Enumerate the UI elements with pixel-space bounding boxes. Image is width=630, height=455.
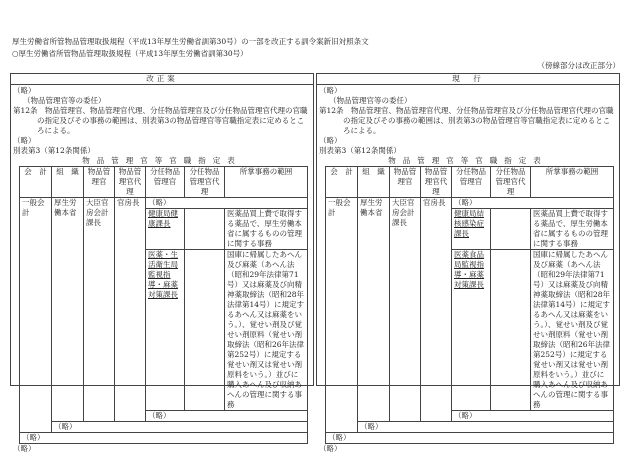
article-12: 第12条 物品管理官、物品管理官代理、分任物品管理官及び分任物品管理官代理の官職の指定及びその事務の範囲は、別表第3の物品管理官等官職指定表に定めるところによる。 bbox=[319, 106, 614, 135]
col-header: 分任物品管理官 bbox=[452, 167, 491, 198]
document-subtitle: ○厚生労働省所管物品管理取扱規程（平成13年厚生労働省訓第30号） bbox=[12, 49, 248, 58]
table-row bbox=[20, 422, 308, 433]
omitted: （略） bbox=[13, 136, 36, 145]
omitted: （略） bbox=[146, 411, 308, 422]
sub-officer-cell: 医薬・生活衛生局監視指導・麻薬対策課長 bbox=[146, 250, 185, 411]
deputy-cell: 官房長 bbox=[421, 198, 452, 422]
col-header: 会 計 bbox=[20, 167, 52, 198]
omitted: （略） bbox=[452, 411, 614, 422]
underline-note: （傍線部分は改正部分） bbox=[537, 61, 620, 70]
col-header: 所掌事務の範囲 bbox=[531, 167, 614, 198]
omitted: （略） bbox=[358, 422, 614, 433]
table-row bbox=[20, 433, 308, 444]
panel-header: 改正案 bbox=[11, 74, 313, 85]
col-header: 物品管理官代理 bbox=[421, 167, 452, 198]
account-cell: 一般会計 bbox=[20, 198, 52, 433]
omitted: （略） bbox=[452, 198, 614, 209]
col-header: 会 計 bbox=[326, 167, 358, 198]
sub-officer-cell: 健康局健康課長 bbox=[146, 209, 185, 250]
col-header: 物品管理官 bbox=[390, 167, 421, 198]
col-header: 組 織 bbox=[52, 167, 84, 198]
omitted: （略） bbox=[319, 136, 342, 145]
scope-cell: 医薬品買上費で取得する薬品で、厚生労働本省に属するものの管理に関する事務 bbox=[531, 209, 614, 250]
designation-table bbox=[19, 166, 308, 444]
article-heading: （物品管理官等の委任） bbox=[23, 96, 106, 105]
col-header: 組 織 bbox=[358, 167, 390, 198]
scope-cell: 国庫に帰属したあへん及び麻薬（あへん法（昭和29年法律第71号）又は麻薬及び向精神薬取締法（昭和28年法律第14号）に規定するあへん又は麻薬をいう。）、覚せい剤及び覚せい剤原料（覚せい剤取締法（昭和26年法律第252号）に規定する覚せい剤又は覚せい剤原料をいう。）並びに購入あへん及び収納あへんの管理に関する事務 bbox=[531, 250, 614, 411]
col-header: 分任物品管理官 bbox=[146, 167, 185, 198]
table-header-row bbox=[326, 167, 614, 198]
table-row bbox=[326, 433, 614, 444]
table-header-row bbox=[20, 167, 308, 198]
article-12: 第12条 物品管理官、物品管理官代理、分任物品管理官及び分任物品管理官代理の官職の指定及びその事務の範囲は、別表第3の物品管理官等官職指定表に定めるところによる。 bbox=[13, 106, 308, 135]
table-row bbox=[20, 198, 308, 209]
omitted: （略） bbox=[52, 422, 308, 433]
appendix-label: 別表第3（第12条関係） bbox=[13, 146, 95, 155]
omitted: （略） bbox=[13, 444, 36, 453]
table-title: 物品管理官等官職指定表 bbox=[82, 156, 242, 165]
deputy-cell: 官房長 bbox=[115, 198, 146, 422]
document-title: 厚生労働省所管物品管理取扱規程（平成13年厚生労働省訓第30号）の一部を改正する訓令案新旧対照条文 bbox=[12, 37, 369, 46]
org-cell: 厚生労働本省 bbox=[52, 198, 84, 422]
omitted: （略） bbox=[13, 86, 36, 95]
sub-deputy-cell bbox=[491, 250, 531, 411]
col-header: 分任物品管理官代理 bbox=[185, 167, 225, 198]
account-cell: 一般会計 bbox=[326, 198, 358, 433]
panel-current bbox=[316, 73, 620, 453]
panel-revised bbox=[10, 73, 314, 453]
org-cell: 厚生労働本省 bbox=[358, 198, 390, 422]
designation-table bbox=[325, 166, 614, 444]
omitted: （略） bbox=[319, 86, 342, 95]
table-row bbox=[326, 422, 614, 433]
omitted: （略） bbox=[319, 444, 342, 453]
sub-officer-cell: 医薬食品局監視指導・麻薬対策課長 bbox=[452, 250, 491, 411]
col-header: 所掌事務の範囲 bbox=[225, 167, 308, 198]
omitted: （略） bbox=[20, 433, 308, 444]
omitted: （略） bbox=[146, 198, 308, 209]
scope-cell: 医薬品買上費で取得する薬品で、厚生労働本省に属するものの管理に関する事務 bbox=[225, 209, 308, 250]
col-header: 物品管理官代理 bbox=[115, 167, 146, 198]
sub-deputy-cell bbox=[185, 209, 225, 250]
table-row bbox=[326, 198, 614, 209]
article-heading: （物品管理官等の委任） bbox=[329, 96, 412, 105]
panel-header: 現 行 bbox=[317, 74, 619, 85]
officer-cell: 大臣官房会計課長 bbox=[84, 198, 115, 422]
col-header: 分任物品管理官代理 bbox=[491, 167, 531, 198]
sub-deputy-cell bbox=[185, 250, 225, 411]
omitted: （略） bbox=[326, 433, 614, 444]
col-header: 物品管理官 bbox=[84, 167, 115, 198]
sub-officer-cell: 健康局結核感染症課長 bbox=[452, 209, 491, 250]
officer-cell: 大臣官房会計課長 bbox=[390, 198, 421, 422]
table-title: 物品管理官等官職指定表 bbox=[388, 156, 548, 165]
scope-cell: 国庫に帰属したあへん及び麻薬（あへん法（昭和29年法律第71号）又は麻薬及び向精神薬取締法（昭和28年法律第14号）に規定するあへん又は麻薬をいう。）、覚せい剤及び覚せい剤原料（覚せい剤取締法（昭和26年法律第252号）に規定する覚せい剤又は覚せい剤原料をいう。）並びに購入あへん及び収納あへんの管理に関する事務 bbox=[225, 250, 308, 411]
sub-deputy-cell bbox=[491, 209, 531, 250]
appendix-label: 別表第3（第12条関係） bbox=[319, 146, 401, 155]
